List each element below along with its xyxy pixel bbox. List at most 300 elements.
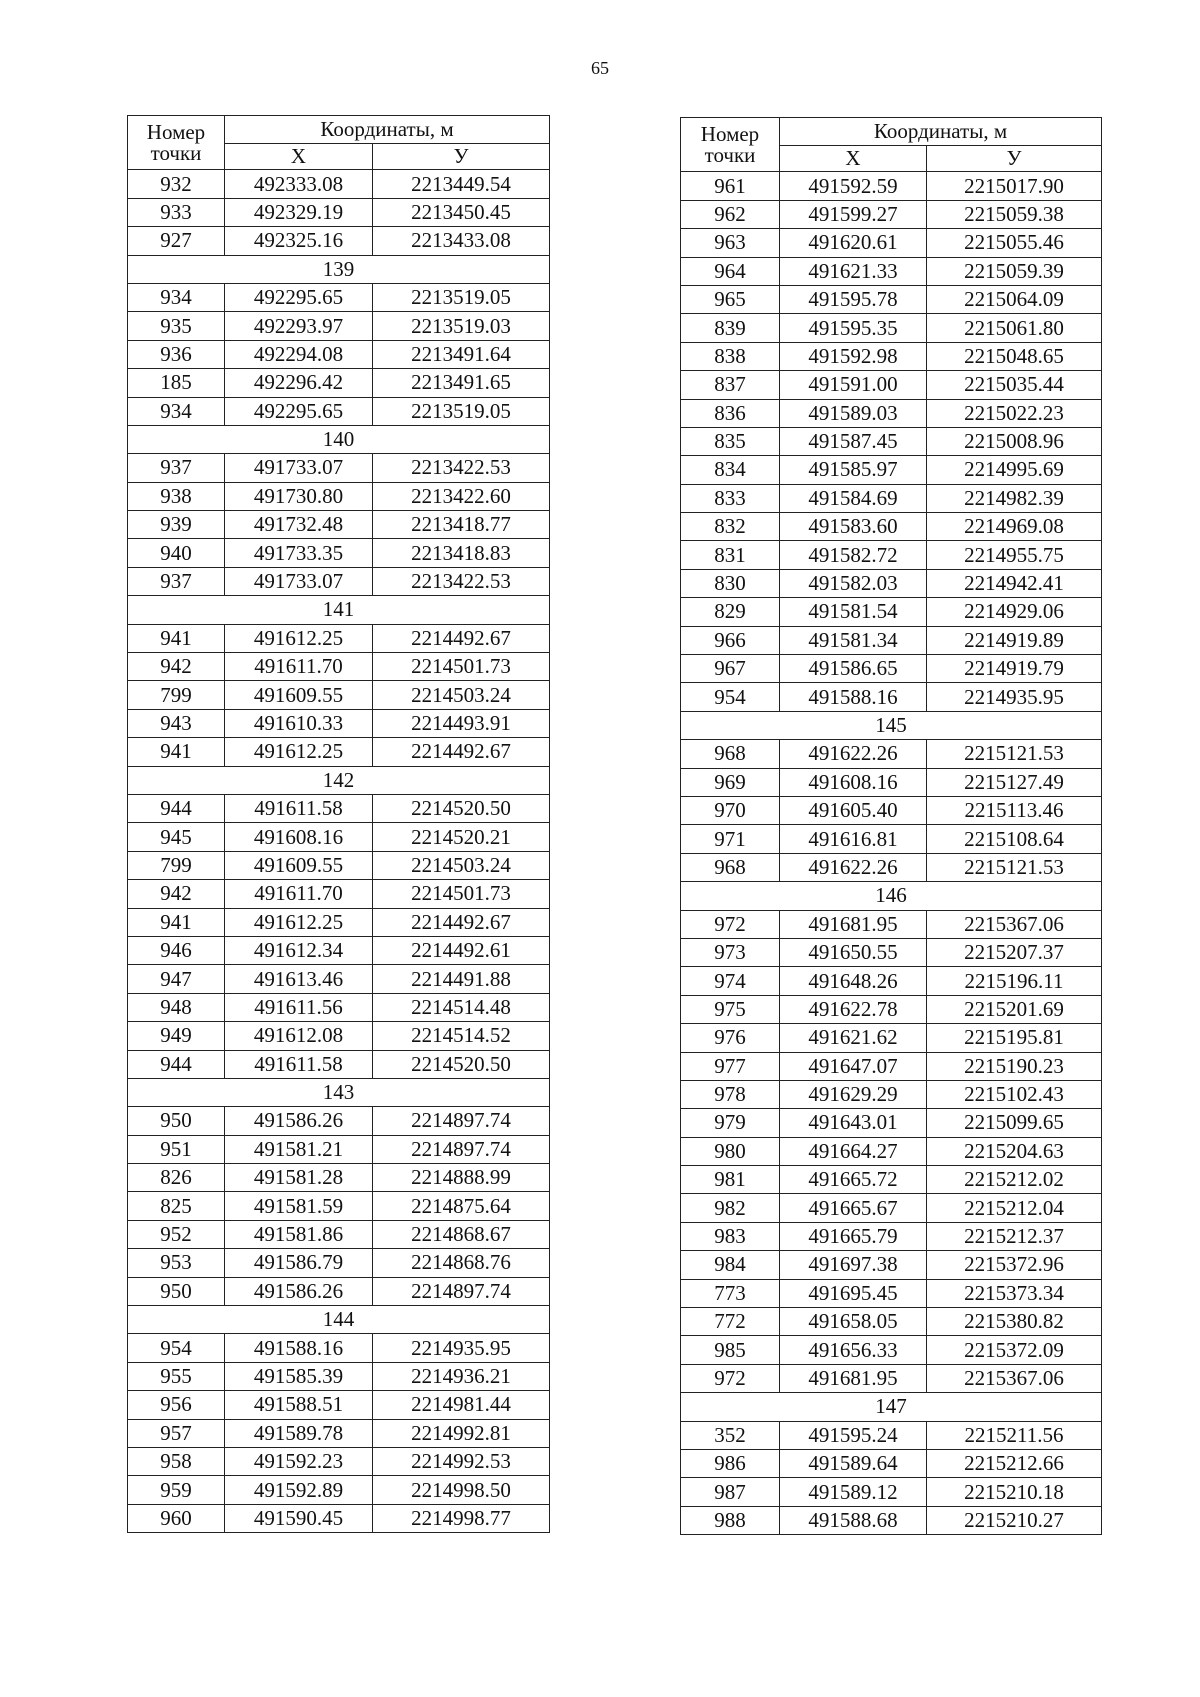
x-coordinate-cell: 491612.34 <box>225 936 373 964</box>
y-coordinate-cell: 2214992.53 <box>373 1447 550 1475</box>
table-row <box>128 397 550 425</box>
y-coordinate-cell: 2215372.09 <box>927 1336 1102 1364</box>
y-coordinate-cell: 2213422.53 <box>373 454 550 482</box>
table-row <box>128 936 550 964</box>
y-coordinate-cell: 2215121.53 <box>927 853 1102 881</box>
section-number: 144 <box>128 1306 550 1334</box>
table-header-row <box>128 116 550 144</box>
table-row <box>681 569 1102 597</box>
point-number-cell: 953 <box>128 1249 225 1277</box>
table-row <box>128 1192 550 1220</box>
y-coordinate-cell: 2214501.73 <box>373 880 550 908</box>
x-coordinate-cell: 491587.45 <box>780 427 927 455</box>
x-coordinate-cell: 491621.33 <box>780 257 927 285</box>
y-coordinate-cell: 2215212.37 <box>927 1222 1102 1250</box>
point-number-cell: 955 <box>128 1362 225 1390</box>
y-column-header: У <box>373 144 550 170</box>
y-coordinate-cell: 2214942.41 <box>927 569 1102 597</box>
table-row <box>681 1251 1102 1279</box>
table-row <box>681 1421 1102 1449</box>
table-row <box>128 369 550 397</box>
x-coordinate-cell: 491585.97 <box>780 456 927 484</box>
y-coordinate-cell: 2213519.05 <box>373 397 550 425</box>
x-coordinate-cell: 491585.39 <box>225 1362 373 1390</box>
table-row <box>681 598 1102 626</box>
x-coordinate-cell: 491612.25 <box>225 738 373 766</box>
section-row <box>128 596 550 624</box>
x-coordinate-cell: 492295.65 <box>225 397 373 425</box>
y-coordinate-cell: 2214995.69 <box>927 456 1102 484</box>
table-row <box>128 908 550 936</box>
x-coordinate-cell: 491629.29 <box>780 1080 927 1108</box>
table-row <box>681 967 1102 995</box>
x-coordinate-cell: 492333.08 <box>225 170 373 198</box>
y-coordinate-cell: 2215113.46 <box>927 796 1102 824</box>
table-row <box>681 1449 1102 1477</box>
table-row <box>681 938 1102 966</box>
y-coordinate-cell: 2215035.44 <box>927 371 1102 399</box>
table-row <box>681 655 1102 683</box>
section-number: 139 <box>128 255 550 283</box>
point-number-cell: 831 <box>681 541 780 569</box>
x-coordinate-cell: 491612.25 <box>225 908 373 936</box>
point-number-cell: 978 <box>681 1080 780 1108</box>
x-coordinate-cell: 491730.80 <box>225 482 373 510</box>
section-number: 142 <box>128 766 550 794</box>
x-coordinate-cell: 491621.62 <box>780 1024 927 1052</box>
x-coordinate-cell: 491611.58 <box>225 794 373 822</box>
x-coordinate-cell: 491612.25 <box>225 624 373 652</box>
y-coordinate-cell: 2214492.61 <box>373 936 550 964</box>
x-coordinate-cell: 491609.55 <box>225 851 373 879</box>
x-coordinate-cell: 491583.60 <box>780 513 927 541</box>
table-row <box>128 1447 550 1475</box>
table-row <box>681 371 1102 399</box>
x-coordinate-cell: 491589.12 <box>780 1478 927 1506</box>
point-number-cell: 940 <box>128 539 225 567</box>
x-coordinate-cell: 491643.01 <box>780 1109 927 1137</box>
y-coordinate-cell: 2214935.95 <box>373 1334 550 1362</box>
y-coordinate-cell: 2215201.69 <box>927 995 1102 1023</box>
point-number-cell: 968 <box>681 740 780 768</box>
x-coordinate-cell: 491605.40 <box>780 796 927 824</box>
y-coordinate-cell: 2215380.82 <box>927 1308 1102 1336</box>
table-row <box>681 768 1102 796</box>
point-number-cell: 984 <box>681 1251 780 1279</box>
point-number-cell: 837 <box>681 371 780 399</box>
table-row <box>128 198 550 226</box>
x-coordinate-cell: 491588.16 <box>780 683 927 711</box>
x-coordinate-cell: 491611.70 <box>225 880 373 908</box>
point-number-cell: 979 <box>681 1109 780 1137</box>
point-number-cell: 985 <box>681 1336 780 1364</box>
point-number-cell: 932 <box>128 170 225 198</box>
section-number: 146 <box>681 882 1102 910</box>
y-coordinate-cell: 2213519.03 <box>373 312 550 340</box>
x-coordinate-cell: 491648.26 <box>780 967 927 995</box>
point-number-header <box>681 118 780 172</box>
table-row <box>128 880 550 908</box>
coordinates-table-right-body <box>681 172 1102 1535</box>
x-column-header: X <box>780 146 927 172</box>
point-number-cell: 981 <box>681 1166 780 1194</box>
table-row <box>681 1308 1102 1336</box>
table-row <box>128 1249 550 1277</box>
y-column-header: У <box>927 146 1102 172</box>
table-row <box>128 993 550 1021</box>
point-number-cell: 972 <box>681 1364 780 1392</box>
point-number-cell: 941 <box>128 908 225 936</box>
point-number-cell: 927 <box>128 227 225 255</box>
y-coordinate-cell: 2215373.34 <box>927 1279 1102 1307</box>
point-number-cell: 966 <box>681 626 780 654</box>
point-number-cell: 973 <box>681 938 780 966</box>
point-number-cell: 830 <box>681 569 780 597</box>
y-coordinate-cell: 2214492.67 <box>373 908 550 936</box>
x-coordinate-cell: 491681.95 <box>780 1364 927 1392</box>
x-coordinate-cell: 491622.78 <box>780 995 927 1023</box>
x-coordinate-cell: 492329.19 <box>225 198 373 226</box>
x-coordinate-cell: 491586.65 <box>780 655 927 683</box>
x-coordinate-cell: 491608.16 <box>225 823 373 851</box>
section-row <box>128 425 550 453</box>
point-number-cell: 937 <box>128 567 225 595</box>
section-row <box>128 1306 550 1334</box>
table-row <box>681 1024 1102 1052</box>
table-row <box>128 624 550 652</box>
table-row <box>128 1135 550 1163</box>
point-number-cell: 799 <box>128 681 225 709</box>
x-coordinate-cell: 491592.98 <box>780 342 927 370</box>
y-coordinate-cell: 2215212.04 <box>927 1194 1102 1222</box>
y-coordinate-cell: 2214998.77 <box>373 1504 550 1532</box>
point-number-cell: 956 <box>128 1391 225 1419</box>
table-row <box>681 825 1102 853</box>
y-coordinate-cell: 2215008.96 <box>927 427 1102 455</box>
y-coordinate-cell: 2214868.76 <box>373 1249 550 1277</box>
x-coordinate-cell: 491697.38 <box>780 1251 927 1279</box>
table-row <box>128 1164 550 1192</box>
point-number-cell: 975 <box>681 995 780 1023</box>
y-coordinate-cell: 2214501.73 <box>373 653 550 681</box>
table-row <box>681 257 1102 285</box>
point-number-cell: 936 <box>128 340 225 368</box>
y-coordinate-cell: 2213422.60 <box>373 482 550 510</box>
x-coordinate-cell: 491595.78 <box>780 285 927 313</box>
point-number-cell: 948 <box>128 993 225 1021</box>
point-number-cell: 960 <box>128 1504 225 1532</box>
point-number-cell: 986 <box>681 1449 780 1477</box>
y-coordinate-cell: 2215059.39 <box>927 257 1102 285</box>
point-number-cell: 963 <box>681 229 780 257</box>
y-coordinate-cell: 2213418.77 <box>373 511 550 539</box>
point-number-cell: 968 <box>681 853 780 881</box>
table-row <box>681 1080 1102 1108</box>
point-number-cell: 954 <box>128 1334 225 1362</box>
x-coordinate-cell: 491581.59 <box>225 1192 373 1220</box>
table-row <box>128 312 550 340</box>
y-coordinate-cell: 2214493.91 <box>373 709 550 737</box>
x-coordinate-cell: 491589.03 <box>780 399 927 427</box>
table-row <box>681 683 1102 711</box>
point-number-cell: 942 <box>128 880 225 908</box>
x-coordinate-cell: 491582.72 <box>780 541 927 569</box>
x-coordinate-cell: 492294.08 <box>225 340 373 368</box>
x-coordinate-cell: 492325.16 <box>225 227 373 255</box>
x-coordinate-cell: 491592.89 <box>225 1476 373 1504</box>
point-number-cell: 949 <box>128 1022 225 1050</box>
x-coordinate-cell: 491612.08 <box>225 1022 373 1050</box>
point-number-cell: 974 <box>681 967 780 995</box>
point-number-cell: 772 <box>681 1308 780 1336</box>
y-coordinate-cell: 2214503.24 <box>373 851 550 879</box>
table-row <box>681 1336 1102 1364</box>
table-row <box>128 965 550 993</box>
y-coordinate-cell: 2215055.46 <box>927 229 1102 257</box>
point-number-cell: 983 <box>681 1222 780 1250</box>
table-row <box>128 794 550 822</box>
x-coordinate-cell: 491622.26 <box>780 740 927 768</box>
x-coordinate-cell: 491581.28 <box>225 1164 373 1192</box>
x-coordinate-cell: 491599.27 <box>780 200 927 228</box>
y-coordinate-cell: 2213450.45 <box>373 198 550 226</box>
point-number-cell: 959 <box>128 1476 225 1504</box>
table-row <box>681 1478 1102 1506</box>
table-row <box>681 1109 1102 1137</box>
table-row <box>681 513 1102 541</box>
y-coordinate-cell: 2214982.39 <box>927 484 1102 512</box>
table-row <box>681 1279 1102 1307</box>
coordinates-header: Координаты, м <box>780 118 1102 146</box>
x-coordinate-cell: 491647.07 <box>780 1052 927 1080</box>
y-coordinate-cell: 2214520.50 <box>373 1050 550 1078</box>
y-coordinate-cell: 2215204.63 <box>927 1137 1102 1165</box>
x-coordinate-cell: 491581.86 <box>225 1220 373 1248</box>
table-row <box>681 1137 1102 1165</box>
y-coordinate-cell: 2214520.21 <box>373 823 550 851</box>
table-row <box>128 653 550 681</box>
point-number-cell: 969 <box>681 768 780 796</box>
y-coordinate-cell: 2215372.96 <box>927 1251 1102 1279</box>
x-coordinate-cell: 491590.45 <box>225 1504 373 1532</box>
point-number-cell: 935 <box>128 312 225 340</box>
y-coordinate-cell: 2213491.65 <box>373 369 550 397</box>
x-coordinate-cell: 491622.26 <box>780 853 927 881</box>
point-number-cell: 971 <box>681 825 780 853</box>
y-coordinate-cell: 2215211.56 <box>927 1421 1102 1449</box>
point-number-cell: 933 <box>128 198 225 226</box>
y-coordinate-cell: 2215099.65 <box>927 1109 1102 1137</box>
y-coordinate-cell: 2214492.67 <box>373 738 550 766</box>
table-row <box>128 1476 550 1504</box>
point-number-header <box>128 116 225 170</box>
x-coordinate-cell: 491608.16 <box>780 768 927 796</box>
point-number-cell: 352 <box>681 1421 780 1449</box>
table-row <box>128 1022 550 1050</box>
y-coordinate-cell: 2215064.09 <box>927 285 1102 313</box>
x-coordinate-cell: 491656.33 <box>780 1336 927 1364</box>
y-coordinate-cell: 2214935.95 <box>927 683 1102 711</box>
x-coordinate-cell: 491620.61 <box>780 229 927 257</box>
x-coordinate-cell: 491733.07 <box>225 454 373 482</box>
point-number-cell: 954 <box>681 683 780 711</box>
point-number-cell: 836 <box>681 399 780 427</box>
point-number-cell: 958 <box>128 1447 225 1475</box>
section-row <box>681 1393 1102 1421</box>
y-coordinate-cell: 2214897.74 <box>373 1135 550 1163</box>
section-number: 145 <box>681 711 1102 739</box>
y-coordinate-cell: 2214969.08 <box>927 513 1102 541</box>
x-coordinate-cell: 491586.26 <box>225 1277 373 1305</box>
point-number-cell: 982 <box>681 1194 780 1222</box>
y-coordinate-cell: 2215367.06 <box>927 1364 1102 1392</box>
y-coordinate-cell: 2214491.88 <box>373 965 550 993</box>
table-row <box>128 1107 550 1135</box>
point-number-header-line2: точки <box>150 140 202 165</box>
point-number-cell: 976 <box>681 1024 780 1052</box>
table-row <box>128 851 550 879</box>
x-coordinate-cell: 491582.03 <box>780 569 927 597</box>
point-number-cell: 980 <box>681 1137 780 1165</box>
x-coordinate-cell: 491581.34 <box>780 626 927 654</box>
point-number-cell: 972 <box>681 910 780 938</box>
table-row <box>128 454 550 482</box>
x-coordinate-cell: 492293.97 <box>225 312 373 340</box>
point-number-cell: 942 <box>128 653 225 681</box>
y-coordinate-cell: 2213422.53 <box>373 567 550 595</box>
x-coordinate-cell: 491733.35 <box>225 539 373 567</box>
x-coordinate-cell: 491588.16 <box>225 1334 373 1362</box>
y-coordinate-cell: 2213519.05 <box>373 283 550 311</box>
x-coordinate-cell: 491609.55 <box>225 681 373 709</box>
x-coordinate-cell: 491616.81 <box>780 825 927 853</box>
y-coordinate-cell: 2215212.66 <box>927 1449 1102 1477</box>
x-coordinate-cell: 492296.42 <box>225 369 373 397</box>
table-row <box>681 229 1102 257</box>
table-row <box>128 227 550 255</box>
y-coordinate-cell: 2214514.52 <box>373 1022 550 1050</box>
table-row <box>681 796 1102 824</box>
x-coordinate-cell: 491650.55 <box>780 938 927 966</box>
x-coordinate-cell: 491665.72 <box>780 1166 927 1194</box>
point-number-cell: 838 <box>681 342 780 370</box>
table-row <box>128 482 550 510</box>
point-number-cell: 941 <box>128 738 225 766</box>
x-coordinate-cell: 491611.56 <box>225 993 373 1021</box>
point-number-cell: 839 <box>681 314 780 342</box>
table-row <box>681 285 1102 313</box>
y-coordinate-cell: 2214520.50 <box>373 794 550 822</box>
x-coordinate-cell: 491611.58 <box>225 1050 373 1078</box>
y-coordinate-cell: 2215059.38 <box>927 200 1102 228</box>
table-row <box>681 427 1102 455</box>
point-number-cell: 950 <box>128 1277 225 1305</box>
y-coordinate-cell: 2214897.74 <box>373 1277 550 1305</box>
x-coordinate-cell: 491595.35 <box>780 314 927 342</box>
point-number-cell: 952 <box>128 1220 225 1248</box>
table-row <box>128 340 550 368</box>
y-coordinate-cell: 2214492.67 <box>373 624 550 652</box>
point-number-cell: 934 <box>128 283 225 311</box>
y-coordinate-cell: 2214992.81 <box>373 1419 550 1447</box>
y-coordinate-cell: 2214919.79 <box>927 655 1102 683</box>
x-coordinate-cell: 491581.21 <box>225 1135 373 1163</box>
x-coordinate-cell: 491664.27 <box>780 1137 927 1165</box>
point-number-cell: 829 <box>681 598 780 626</box>
x-coordinate-cell: 491681.95 <box>780 910 927 938</box>
y-coordinate-cell: 2215196.11 <box>927 967 1102 995</box>
table-row <box>128 1220 550 1248</box>
y-coordinate-cell: 2214998.50 <box>373 1476 550 1504</box>
point-number-cell: 951 <box>128 1135 225 1163</box>
table-row <box>681 1194 1102 1222</box>
point-number-cell: 938 <box>128 482 225 510</box>
point-number-cell: 965 <box>681 285 780 313</box>
y-coordinate-cell: 2214514.48 <box>373 993 550 1021</box>
y-coordinate-cell: 2214936.21 <box>373 1362 550 1390</box>
table-row <box>128 738 550 766</box>
table-row <box>128 1504 550 1532</box>
table-header-row <box>681 118 1102 146</box>
table-row <box>681 1052 1102 1080</box>
y-coordinate-cell: 2214955.75 <box>927 541 1102 569</box>
table-row <box>681 342 1102 370</box>
table-row <box>681 910 1102 938</box>
y-coordinate-cell: 2213418.83 <box>373 539 550 567</box>
y-coordinate-cell: 2215207.37 <box>927 938 1102 966</box>
table-row <box>681 399 1102 427</box>
point-number-cell: 957 <box>128 1419 225 1447</box>
table-row <box>128 511 550 539</box>
y-coordinate-cell: 2213433.08 <box>373 227 550 255</box>
y-coordinate-cell: 2215367.06 <box>927 910 1102 938</box>
y-coordinate-cell: 2214897.74 <box>373 1107 550 1135</box>
x-coordinate-cell: 491592.59 <box>780 172 927 200</box>
point-number-header-line1: Номер <box>146 119 206 144</box>
y-coordinate-cell: 2214888.99 <box>373 1164 550 1192</box>
table-row <box>681 626 1102 654</box>
y-coordinate-cell: 2213491.64 <box>373 340 550 368</box>
y-coordinate-cell: 2215195.81 <box>927 1024 1102 1052</box>
table-row <box>128 709 550 737</box>
table-row <box>681 740 1102 768</box>
table-row <box>681 995 1102 1023</box>
point-number-cell: 835 <box>681 427 780 455</box>
point-number-cell: 939 <box>128 511 225 539</box>
x-coordinate-cell: 491732.48 <box>225 511 373 539</box>
point-number-header-line2: точки <box>704 142 756 167</box>
table-row <box>681 1166 1102 1194</box>
y-coordinate-cell: 2215121.53 <box>927 740 1102 768</box>
table-row <box>128 567 550 595</box>
coordinates-header: Координаты, м <box>225 116 550 144</box>
point-number-cell: 833 <box>681 484 780 512</box>
table-row <box>681 200 1102 228</box>
y-coordinate-cell: 2213449.54 <box>373 170 550 198</box>
y-coordinate-cell: 2214503.24 <box>373 681 550 709</box>
x-coordinate-cell: 491592.23 <box>225 1447 373 1475</box>
x-coordinate-cell: 491695.45 <box>780 1279 927 1307</box>
x-coordinate-cell: 491581.54 <box>780 598 927 626</box>
y-coordinate-cell: 2215102.43 <box>927 1080 1102 1108</box>
y-coordinate-cell: 2215127.49 <box>927 768 1102 796</box>
section-row <box>128 1078 550 1106</box>
point-number-cell: 832 <box>681 513 780 541</box>
x-coordinate-cell: 491584.69 <box>780 484 927 512</box>
table-row <box>681 1222 1102 1250</box>
point-number-cell: 825 <box>128 1192 225 1220</box>
point-number-cell: 944 <box>128 794 225 822</box>
